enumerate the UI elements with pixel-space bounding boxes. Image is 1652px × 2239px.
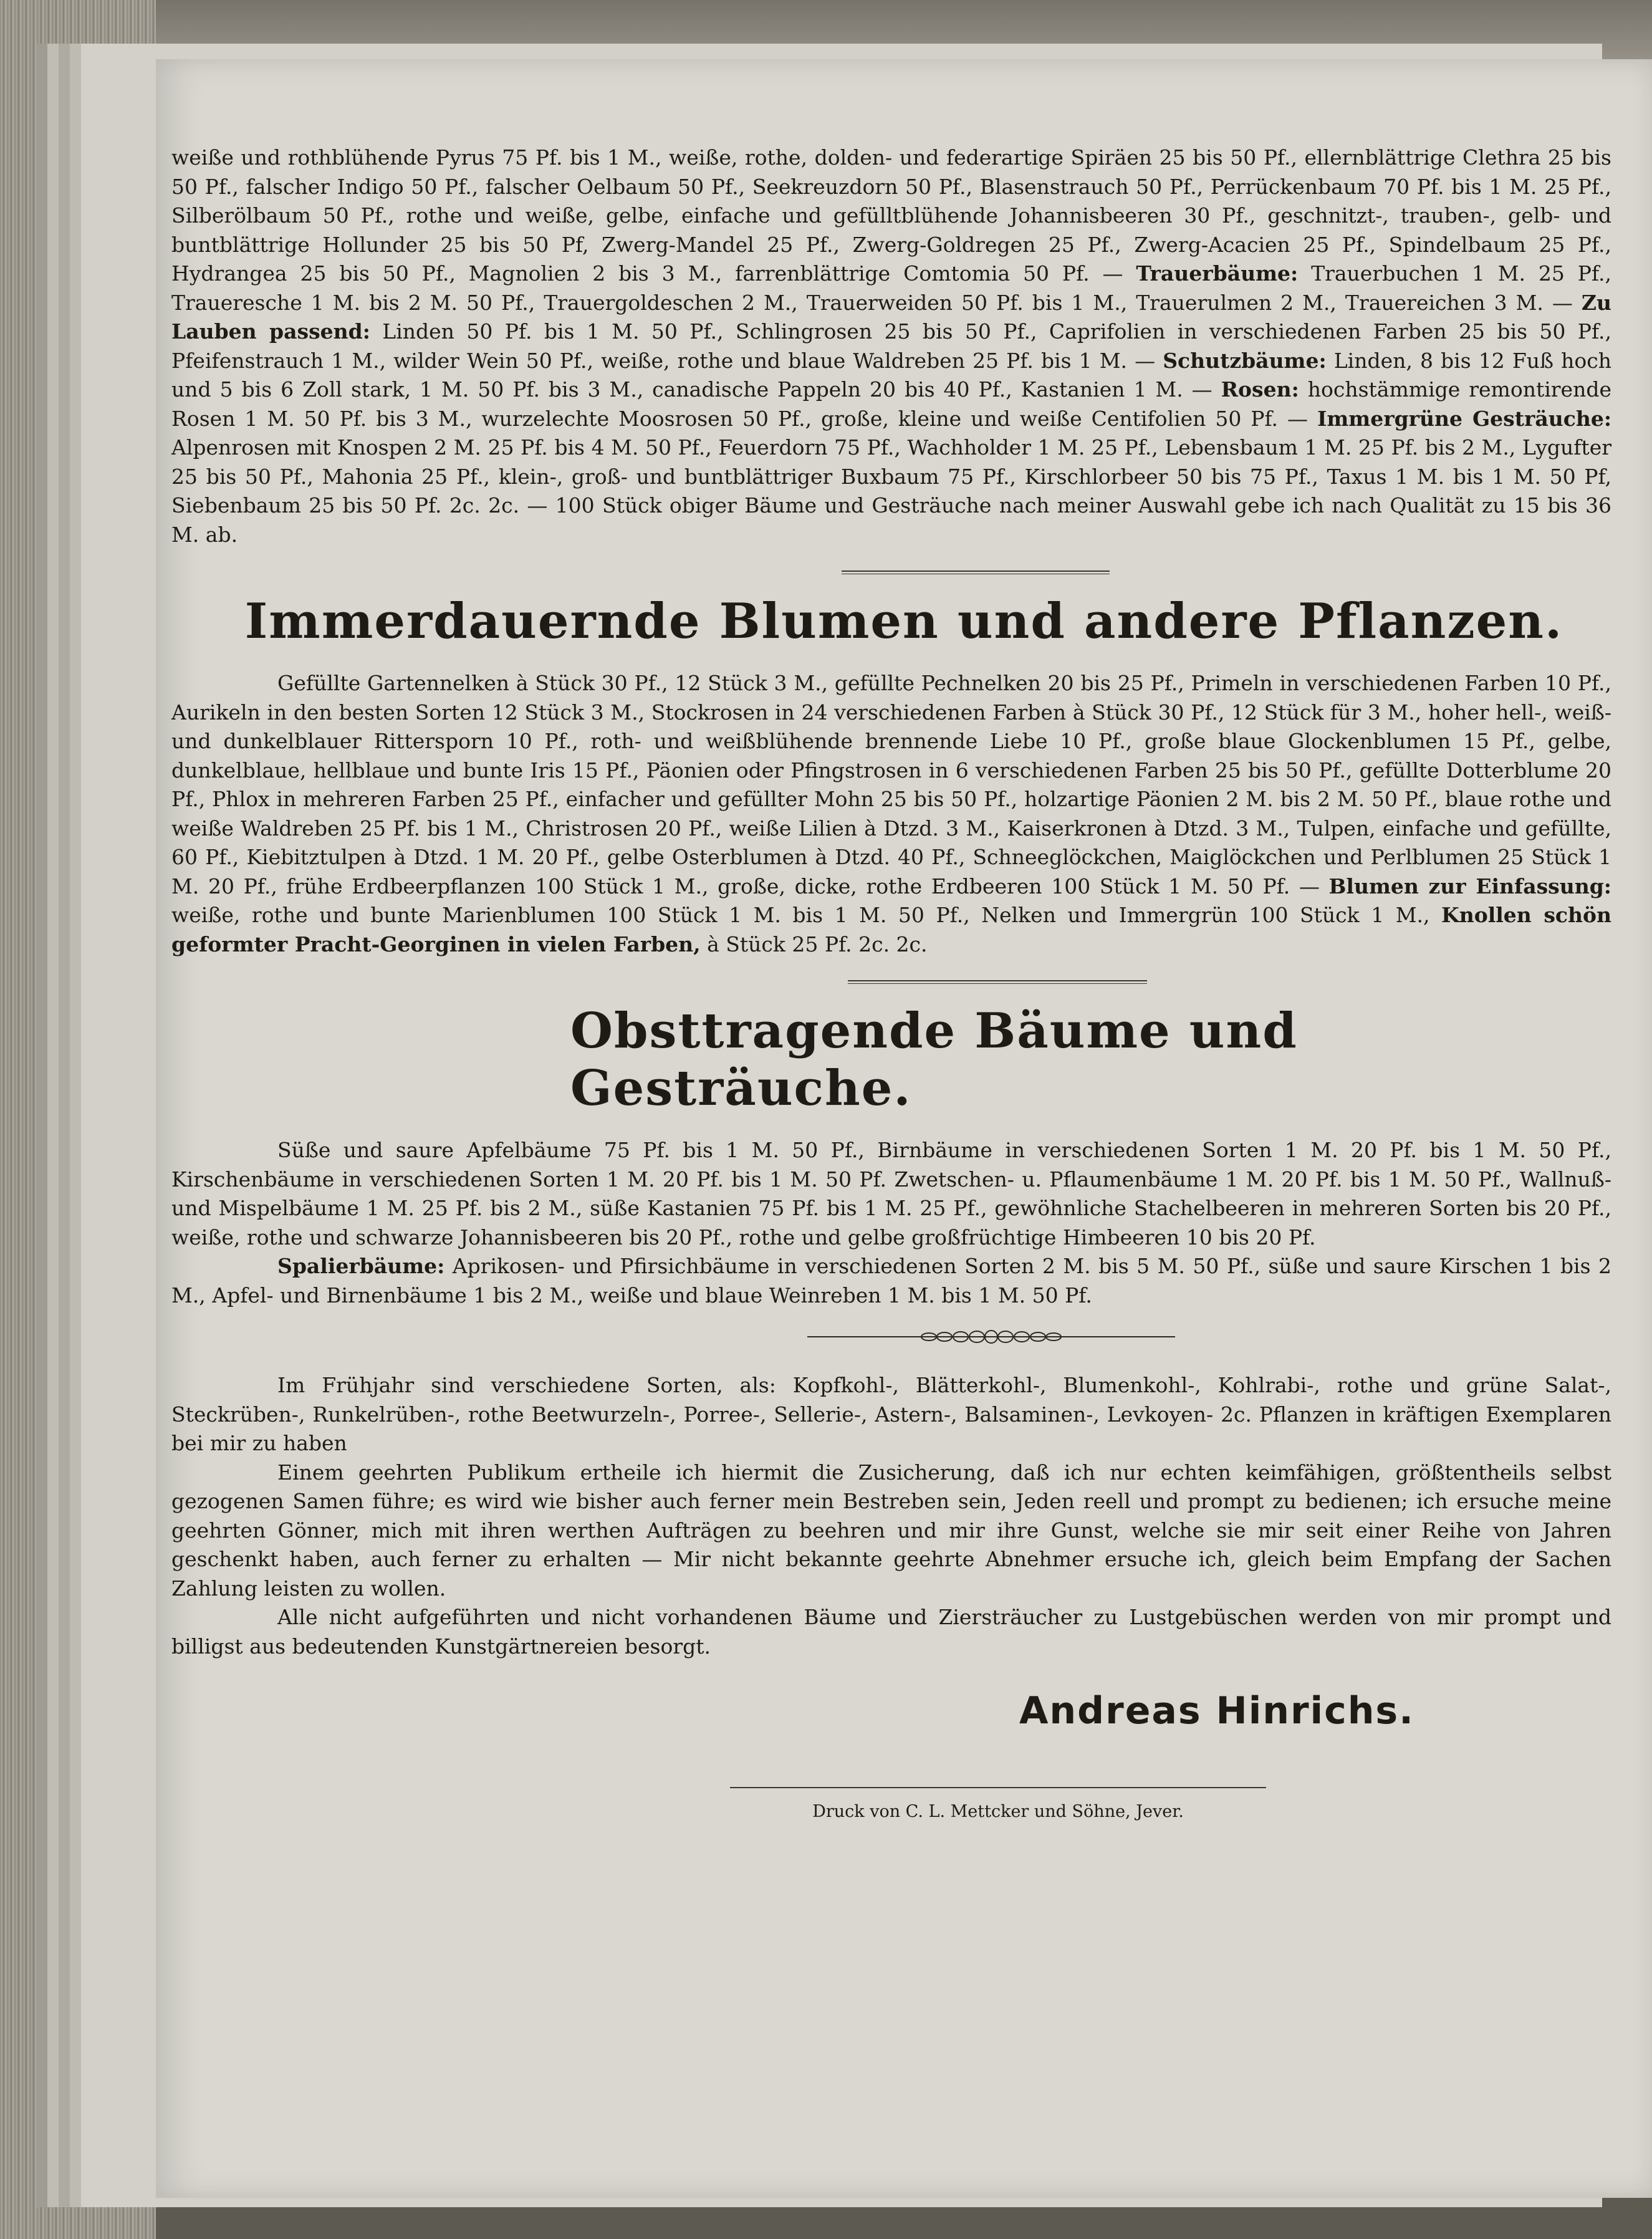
text-segment: hochstämmige remontirende Rosen 1 M. 50 Pf. bis 3 M., wurzelechte Moosrosen 50 Pf., große, kleine und weiße Centifolien 50 Pf. —: [171, 377, 1611, 431]
text-segment: Gefüllte Gartennelken à Stück 30 Pf., 12 Stück 3 M., gefüllte Pechnelken 20 bis 25 Pf., Primeln in verschiedenen Farben 10 Pf., Aurikeln in den besten Sorten 12 Stück 3 M., Stockrosen in 24 verschiedenen Farben à Stück 30 Pf., 12 Stück für 3 M., hoher hell-, weiß- und dunkelblauer Rittersporn 10 Pf., roth- und weißblühende brennende Liebe 10 Pf., große blaue Glockenblumen 15 Pf., gelbe, dunkelblaue, hellblaue und bunte Iris 15 Pf., Päonien oder Pfingstrosen in 6 verschiedenen Farben 25 bis 50 Pf., gefüllte Dotterblume 20 Pf., Phlox in mehreren Farben 25 Pf., einfacher und gefüllter Mohn 25 bis 50 Pf., holzartige Päonien 2 M. bis 2 M. 50 Pf., blaue rothe und weiße Waldreben 25 Pf. bis 1 M., Christrosen 20 Pf., weiße Lilien à Dtzd. 3 M., Kaiserkronen à Dtzd. 3 M., Tulpen, einfache und gefüllte, 60 Pf., Kiebitztulpen à Dtzd. 1 M. 20 Pf., gelbe Osterblumen à Dtzd. 40 Pf., Schneeglöckchen, Maiglöckchen und Perlblumen 25 Stück 1 M. 20 Pf., frühe Erdbeerpflanzen 100 Stück 1 M., große, dicke, rothe Erdbeeren 100 Stück 1 M. 50 Pf. —: [171, 671, 1611, 898]
bold-category-label: Blumen zur Einfassung:: [1328, 874, 1611, 898]
ornamental-divider: [807, 1329, 1175, 1345]
text-segment: weiße und rothblühende Pyrus 75 Pf. bis 1 M., weiße, rothe, dolden- und federartige Spiräen 25 bis 50 Pf., ellernblättrige Clethra 25 bis 50 Pf., falscher Indigo 50 Pf., falscher Oelbaum 50 Pf., Seekreuzdorn 50 Pf., Blasenstrauch 50 Pf., Perrückenbaum 70 Pf. bis 1 M. 25 Pf., Silberölbaum 50 Pf., rothe und weiße, gelbe, einfache und gefülltblühende Johannisbeeren 30 Pf., geschnitzt-, trauben-, gelb- und buntblättrige Hollunder 25 bis 50 Pf, Zwerg-Mandel 25 Pf., Zwerg-Goldregen 25 Pf., Zwerg-Acacien 25 Pf., Spindelbaum 25 Pf., Hydrangea 25 bis 50 Pf., Magnolien 2 bis 3 M., farrenblättrige Comtomia 50 Pf. —: [171, 145, 1611, 286]
bold-category-label: Rosen:: [1221, 377, 1299, 402]
page-content: [171, 143, 1611, 1824]
bold-category-label: Zu Lauben passend:: [171, 290, 1611, 344]
bold-category-label: Schutzbäume:: [1163, 348, 1327, 373]
ornamental-shrubs-notice: Alle nicht aufgeführten und nicht vorhandenen Bäume und Ziersträucher zu Lustgebüschen werden von mir prompt und billigst aus bedeutenden Kunstgärtnereien besorgt.: [171, 1605, 1611, 1659]
text-segment: Aprikosen- und Pfirsichbäume in verschiedenen Sorten 2 M. bis 5 M. 50 Pf., süße und saure Kirschen 1 bis 2 M., Apfel- und Birnenbäume 1 bis 2 M., weiße und blaue Weinreben 1 M. bis 1 M. 50 Pf.: [171, 1254, 1611, 1307]
text-segment: Linden 50 Pf. bis 1 M. 50 Pf., Schlingrosen 25 bis 50 Pf., Caprifolien in verschiedenen Farben 25 bis 50 Pf., Pfeifenstrauch 1 M., wilder Wein 50 Pf., weiße, rothe und blaue Waldreben 25 Pf. bis 1 M. —: [171, 319, 1612, 373]
espalier-trees-price-list: [171, 1252, 1611, 1310]
text-segment: Alpenrosen mit Knospen 2 M. 25 Pf. bis 4 M. 50 Pf., Feuerdorn 75 Pf., Wachholder 1 M. 25 Pf., Lebensbaum 1 M. 25 Pf. bis 2 M., Lygufter 25 bis 50 Pf., Mahonia 25 Pf., klein-, groß- und buntblättriger Buxbaum 75 Pf., Kirschlorbeer 50 bis 75 Pf., Taxus 1 M. bis 1 M. 50 Pf, Siebenbaum 25 bis 50 Pf. 2c. 2c. — 100 Stück obiger Bäume und Gesträuche nach meiner Auswahl gebe ich nach Qualität zu 15 bis 36 M. ab.: [171, 435, 1611, 547]
heading-fruit-trees: Obsttragende Bäume und Gesträuche.: [570, 1003, 1298, 1117]
text-segment: weiße, rothe und bunte Marienblumen 100 Stück 1 M. bis 1 M. 50 Pf., Nelken und Immergrün 100 Stück 1 M.,: [171, 903, 1442, 927]
customer-notice: Einem geehrten Publikum ertheile ich hiermit die Zusicherung, daß ich nur echten keimfähigen, größtentheils selbst gezogenen Samen führe; es wird wie bisher auch ferner mein Bestreben sein, Jeden reell und prompt zu bedienen; ich ersuche meine geehrten Gönner, mich mit ihren werthen Aufträgen zu beehren und mir ihre Gunst, welche sie mir seit einer Reihe von Jahren geschenkt haben, auch ferner zu erhalten — Mir nicht bekannte geehrte Abnehmer ersuche ich, gleich beim Empfang der Sachen Zahlung leisten zu wollen.: [171, 1460, 1611, 1601]
section-divider: [848, 980, 1147, 984]
text-segment: Trauerbuchen 1 M. 25 Pf., Traueresche 1 M. bis 2 M. 50 Pf., Trauergoldeschen 2 M., Trauerweiden 50 Pf. bis 1 M., Trauerulmen 2 M., Trauereichen 3 M. —: [171, 261, 1611, 315]
printer-imprint: Druck von C. L. Mettcker und Söhne, Jever.: [812, 1802, 1184, 1821]
section-divider: [842, 571, 1110, 574]
fruit-trees-price-list: Süße und saure Apfelbäume 75 Pf. bis 1 M. 50 Pf., Birnbäume in verschiedenen Sorten 1 M. 20 Pf. bis 1 M. 50 Pf., Kirschenbäume in verschiedenen Sorten 1 M. 20 Pf. bis 1 M. 50 Pf. Zwetschen- u. Pflaumenbäume 1 M. 20 Pf. bis 1 M. 50 Pf., Wallnuß- und Mispelbäume 1 M. 25 Pf. bis 2 M., süße Kastanien 75 Pf. bis 1 M. 25 Pf., gewöhnliche Stachelbeeren in mehreren Sorten bis 20 Pf., weiße, rothe und schwarze Johannisbeeren bis 20 Pf., rothe und gelbe großfrüchtige Himbeeren 10 bis 20 Pf.: [171, 1138, 1611, 1250]
text-segment: à Stück 25 Pf. 2c. 2c.: [700, 932, 928, 956]
bold-category-label: Spalierbäume:: [277, 1254, 445, 1278]
vegetable-plants-notice: Im Frühjahr sind verschiedene Sorten, als: Kopfkohl-, Blätterkohl-, Blumenkohl-, Kohlrabi-, rothe und grüne Salat-, Steckrüben-, Runkelrüben-, rothe Beetwurzeln-, Porree-, Sellerie-, Astern-, Balsaminen-, Levkoyen- 2c. Pflanzen in kräftigen Exemplaren bei mir zu haben: [171, 1373, 1611, 1455]
bold-category-label: Immergrüne Gesträuche:: [1317, 406, 1612, 431]
text-segment: Linden, 8 bis 12 Fuß hoch und 5 bis 6 Zoll stark, 1 M. 50 Pf. bis 3 M., canadische Pappeln 20 bis 40 Pf., Kastanien 1 M. —: [171, 348, 1611, 402]
perennials-price-list: [171, 669, 1611, 959]
imprint-rule: [730, 1787, 1266, 1788]
signature: Andreas Hinrichs.: [1019, 1689, 1414, 1733]
heading-perennials: Immerdauernde Blumen und andere Pflanzen.: [244, 593, 1563, 650]
bold-category-label: Trauerbäume:: [1136, 261, 1299, 286]
shrubs-price-list: [171, 143, 1611, 549]
bold-category-label: Knollen schön geformter Pracht-Georginen in vielen Farben,: [171, 903, 1611, 956]
